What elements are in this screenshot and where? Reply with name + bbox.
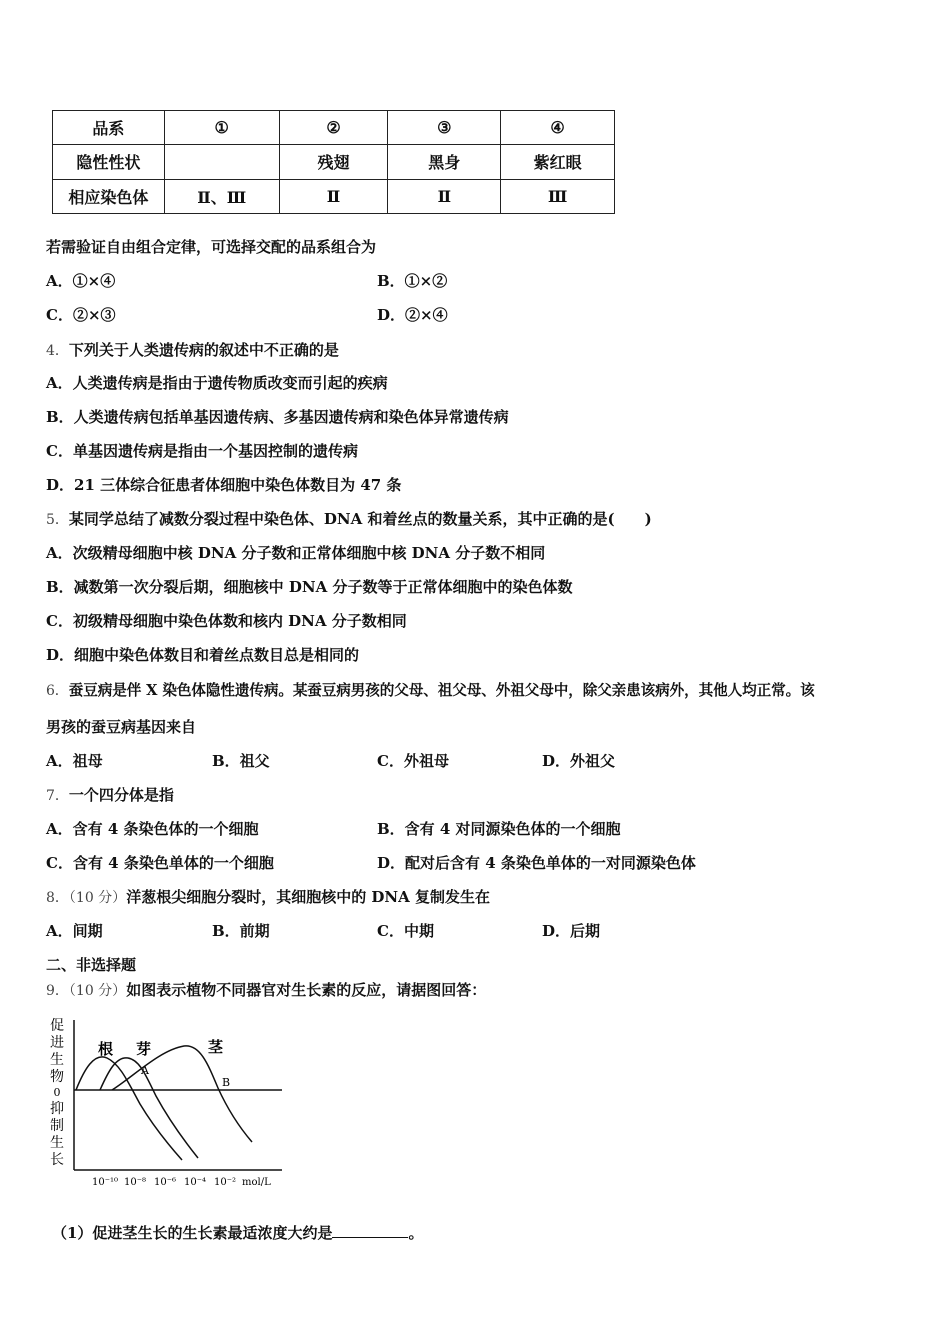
q6-option-c: C．外祖母 xyxy=(377,752,449,770)
point-a-label: A xyxy=(141,1064,149,1077)
x-tick-label: 10⁻⁴ xyxy=(184,1177,207,1188)
q8-number: 8． xyxy=(46,890,69,906)
q6-option-a: A．祖母 xyxy=(46,752,103,770)
q6-stem-line2: 男孩的蚕豆病基因来自 xyxy=(46,718,197,736)
table-cell: 品系 xyxy=(53,111,165,145)
y-label-char: 物 xyxy=(50,1069,64,1085)
table-row xyxy=(53,145,615,179)
q6-number: 6． xyxy=(46,683,69,699)
table-cell: 相应染色体 xyxy=(53,179,165,213)
q6-option-b: B．祖父 xyxy=(212,752,270,770)
q7-option-b: B．含有 4 对同源染色体的一个细胞 xyxy=(377,820,621,838)
q8-option-d: D．后期 xyxy=(542,922,601,940)
q5-line xyxy=(46,508,652,529)
q4-line xyxy=(46,339,339,360)
q8-score: （10 分） xyxy=(68,890,127,906)
y-label-char: 促 xyxy=(50,1018,64,1034)
y-label-char: 进 xyxy=(50,1035,64,1051)
section-title: 二、非选择题 xyxy=(46,956,137,974)
y-label-char: 抑 xyxy=(50,1101,64,1117)
table-cell: Ⅲ xyxy=(501,179,615,213)
q9-number: 9． xyxy=(46,983,69,999)
stem-label: 茎 xyxy=(208,1038,224,1056)
y-label-char: 生 xyxy=(50,1135,64,1151)
q5-option-d: D．细胞中染色体数目和着丝点数目总是相同的 xyxy=(46,646,360,664)
q9-sub1-prefix: （1）促进茎生长的生长素最适浓度大约是 xyxy=(52,1224,333,1242)
q4-option-b: B．人类遗传病包括单基因遗传病、多基因遗传病和染色体异常遗传病 xyxy=(46,408,509,426)
q5-option-b: B．减数第一次分裂后期，细胞核中 DNA 分子数等于正常体细胞中的染色体数 xyxy=(46,578,573,596)
q7-stem: 一个四分体是指 xyxy=(68,786,174,804)
q3-option-d: D．②×④ xyxy=(377,306,448,324)
table-cell: 紫红眼 xyxy=(501,145,615,179)
q8-option-c: C．中期 xyxy=(377,922,434,940)
table-cell: Ⅱ、Ⅲ xyxy=(164,179,279,213)
q7-option-d: D．配对后含有 4 条染色单体的一对同源染色体 xyxy=(377,854,696,872)
q5-option-c: C．初级精母细胞中染色体数和核内 DNA 分子数相同 xyxy=(46,612,407,630)
q3-option-b: B．①×② xyxy=(377,272,448,290)
table-row xyxy=(53,179,615,213)
root-curve xyxy=(76,1057,182,1160)
x-tick-label: 10⁻⁶ xyxy=(154,1177,177,1188)
q6-option-d: D．外祖父 xyxy=(542,752,616,770)
q6-stem-line1: 蚕豆病是伴 X 染色体隐性遗传病。某蚕豆病男孩的父母、祖父母、外祖父母中，除父亲患该病外，其他人均正常。该 xyxy=(68,682,815,699)
q5-number: 5． xyxy=(46,512,69,528)
q7-number: 7． xyxy=(46,788,69,804)
q4-option-c: C．单基因遗传病是指由一个基因控制的遗传病 xyxy=(46,442,358,460)
q3-option-a: A．①×④ xyxy=(46,272,116,290)
q9-sub1-suffix: 。 xyxy=(408,1224,424,1242)
table-cell: ③ xyxy=(388,111,501,145)
x-tick-label: 10⁻⁸ xyxy=(124,1177,147,1188)
bud-label: 芽 xyxy=(136,1040,152,1058)
q4-stem: 下列关于人类遗传病的叙述中不正确的是 xyxy=(68,341,339,359)
x-tick-label: 10⁻¹⁰ xyxy=(92,1177,119,1188)
x-unit-label: mol/L xyxy=(242,1177,271,1188)
table-cell: 隐性性状 xyxy=(53,145,165,179)
q7-line xyxy=(46,784,174,805)
root-label: 根 xyxy=(98,1040,114,1058)
q8-option-b: B．前期 xyxy=(212,922,270,940)
q4-option-a: A．人类遗传病是指由于遗传物质改变而引起的疾病 xyxy=(46,374,388,392)
q5-stem: 某同学总结了减数分裂过程中染色体、DNA 和着丝点的数量关系，其中正确的是( ) xyxy=(68,510,652,528)
q9-stem: 如图表示植物不同器官对生长素的反应，请据图回答： xyxy=(126,981,487,999)
q6-line1 xyxy=(46,679,815,700)
q7-option-c: C．含有 4 条染色单体的一个细胞 xyxy=(46,854,274,872)
table-cell: ④ xyxy=(501,111,615,145)
q5-option-a: A．次级精母细胞中核 DNA 分子数和正常体细胞中核 DNA 分子数不相同 xyxy=(46,544,546,562)
q8-stem: 洋葱根尖细胞分裂时，其细胞核中的 DNA 复制发生在 xyxy=(126,888,490,906)
answer-blank[interactable] xyxy=(332,1223,408,1238)
q3-stem: 若需验证自由组合定律，可选择交配的品系组合为 xyxy=(46,238,377,256)
q8-option-a: A．间期 xyxy=(46,922,103,940)
bud-curve xyxy=(100,1058,198,1158)
q3-option-c: C．②×③ xyxy=(46,306,116,324)
table-cell: 残翅 xyxy=(279,145,388,179)
point-b-label: B xyxy=(222,1076,231,1089)
auxin-response-figure xyxy=(42,1012,292,1192)
x-tick-label: 10⁻² xyxy=(214,1177,237,1188)
table-cell xyxy=(164,145,279,179)
table-cell: Ⅱ xyxy=(388,179,501,213)
table-cell: ② xyxy=(279,111,388,145)
y-label-char: 生 xyxy=(50,1052,64,1068)
y-zero-label: 0 xyxy=(53,1086,61,1099)
table-cell: ① xyxy=(164,111,279,145)
table-cell: 黑身 xyxy=(388,145,501,179)
q8-line xyxy=(46,886,490,907)
traits-table xyxy=(52,110,615,214)
table-row xyxy=(53,111,615,145)
q9-sub1 xyxy=(52,1222,423,1243)
y-label-char: 长 xyxy=(50,1152,64,1168)
y-label-char: 制 xyxy=(50,1118,64,1134)
q4-option-d: D．21 三体综合征患者体细胞中染色体数目为 47 条 xyxy=(46,476,402,494)
q7-option-a: A．含有 4 条染色体的一个细胞 xyxy=(46,820,259,838)
q9-line xyxy=(46,979,486,1000)
q9-score: （10 分） xyxy=(68,983,127,999)
table-cell: Ⅱ xyxy=(279,179,388,213)
q4-number: 4． xyxy=(46,343,69,359)
